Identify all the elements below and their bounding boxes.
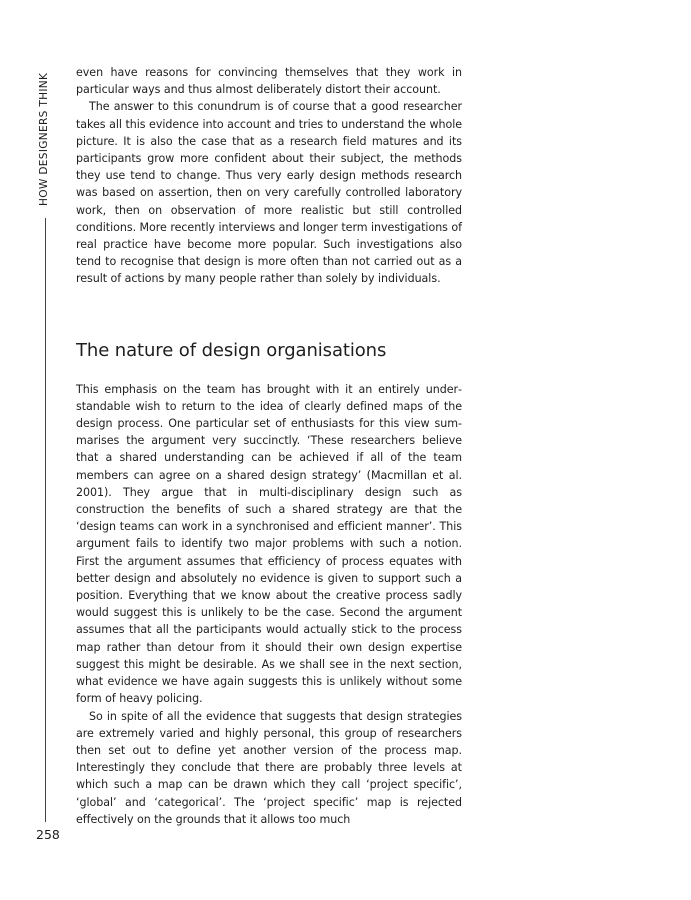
paragraph: So in spite of all the evidence that suggests that design strategies are extremely varied and highly personal, this group of researchers then set out to define yet another version of the process map. Interestingly they conclude that there are probably three levels at which such a map can be drawn which they call ‘project specific’, ‘global’ and ‘categorical’. The ‘project specific’ map is rejected effectively on the grounds that it allows too much [76, 709, 462, 826]
page-number: 258 [36, 827, 60, 842]
body-text [76, 64, 462, 828]
running-head-text: HOW DESIGNERS THINK [38, 72, 50, 206]
paragraph-continued: even have reasons for convincing themselves that they work in particular ways and thus almost deliberately distort their account. [76, 66, 462, 97]
running-head [40, 66, 52, 206]
margin-rule [45, 218, 46, 822]
section-heading: The nature of design organisations [76, 339, 387, 361]
paragraph: The answer to this conundrum is of course that a good researcher takes all this evidence into account and tries to understand the whole picture. It is also the case that as a research field matures and its participants grow more confident about their subject, the methods they use tend to change. Thus very early design methods research was based on assertion, then on very carefully controlled laboratory work, then on observation of more realistic but still controlled conditions. More recently interviews and longer term investigations of real practice have become more popular. Such investigations also tend to recognise that design is more often than not carried out as a result of actions by many people rather than solely by individuals. [76, 100, 462, 286]
paragraph: This emphasis on the team has brought with it an entirely understandable wish to return to the idea of clearly defined maps of the design process. One particular set of enthusiasts for this view summarises the argument very succinctly. ‘These researchers believe that a shared understanding can be achieved if all of the team members can agree on a shared design strategy’ (Macmillan et al. 2001). They argue that in multi-disciplinary design such as construction the benefits of such a shared strategy are that the ‘design teams can work in a synchronised and efficient manner’. This argument fails to identify two major problems with such a notion. First the argument assumes that efficiency of process equates with better design and absolutely no evidence is given to support such a position. Everything that we know about the creative process sadly would suggest this is unlikely to be the case. Second the argument assumes that all the participants would actually stick to the process map rather than detour from it should their own design expertise suggest this might be desirable. As we shall see in the next section, what evidence we have again suggests this is unlikely without some form of heavy policing. [76, 382, 462, 706]
